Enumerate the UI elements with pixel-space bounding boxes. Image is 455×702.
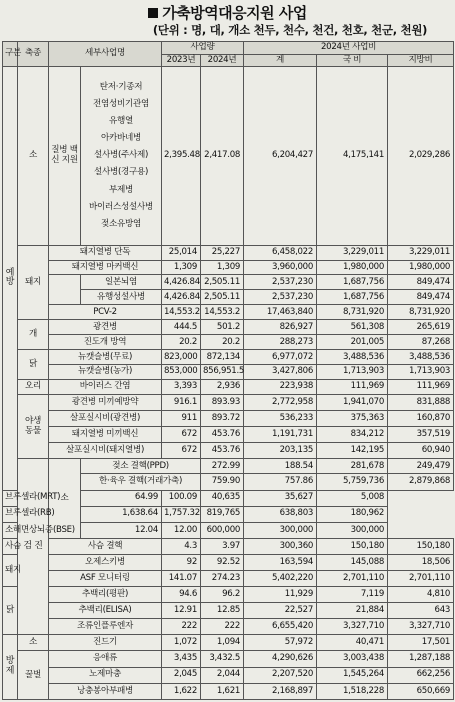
livestock-pig: 돼지 [3,554,18,586]
livestock-cow: 소 [49,459,81,538]
table-row: 소해면상뇌증(BSE) 12.04 12.00 600,000 300,000 300,000 [3,522,454,538]
table-row: PCV-2 14,553.2 14,553.2 17,463,840 8,731,920 8,731,920 [3,305,454,320]
table-row: 노제마충 2,045 2,044 2,207,520 1,545,264 662,256 [3,667,454,683]
table-row: 추백리(ELISA) 12.91 12.85 22,527 21,884 643 [3,603,454,619]
table-row: 돼지열병 미끼백신 672 453.76 1,191,731 834,212 357,519 [3,427,454,443]
table-row: 뉴캣슬병(농가) 853,000 856,951.5 3,427,806 1,713,903 1,713,903 [3,365,454,380]
vaccine-list: 탄저·기종저 전염성비기관염 유행열 아카바네병 설사병(주사제) 설사병(경구용) 부제병 바이러스성설사병 젖소유방염 [81,67,162,245]
header-chuk: 축종 [18,42,49,67]
section-inspection: 검 진 [18,459,49,635]
table-row: 닭 뉴캣슬병(무료) 823,000 872,134 6,977,072 3,488,536 3,488,536 [3,350,454,365]
livestock-chicken: 닭 [3,587,18,635]
table-row: 한·육우 결핵(거래가축) 759.90 757.86 5,759,736 2,879,868 [3,474,454,490]
livestock-bee: 꿀벌 [18,651,49,700]
header-gubun: 구분 [3,42,18,67]
table-row: 돼지 오제스키병 92 92.52 163,594 145,088 18,506 [3,554,454,570]
table-row: 사슴 사슴 결핵 4.3 3.97 300,360 150,180 150,180 [3,538,454,554]
livestock-duck: 오리 [18,380,49,395]
table-row: 살포실시비(광견병) 911 893.72 536,233 375,363 160,870 [3,411,454,427]
square-bullet-icon [148,8,158,18]
table-row: 돼지 돼지열병 단독 25,014 25,227 6,458,022 3,229,011 3,229,011 [3,245,454,260]
table-row: 오리 바이러스 간염 3,393 2,936 223,938 111,969 111,969 [3,380,454,395]
table-row: 낭충봉아부패병 1,622 1,621 2,168,897 1,518,228 650,669 [3,683,454,699]
livestock-pig: 돼지 [18,245,49,320]
header-2023: 2023년 [162,54,201,67]
section-control: 방 제 [3,635,18,700]
header-detail: 세부사업명 [49,42,162,67]
table-row: 브루셀라(RB) 1,638.64 1,757.32 819,765 638,803 180,962 [3,506,454,522]
header-national: 국 비 [317,54,388,67]
table-row: 닭 추백리(평판) 94.6 96.2 11,929 7,119 4,810 [3,587,454,603]
unit-note: (단위 : 명, 대, 개소 천두, 천수, 천건, 천호, 천군, 천원) [152,23,428,37]
table-row: 검 진 소 젖소 결핵(PPD) 272.99 188.54 281,678 249,479 [3,459,454,474]
table-row: 돼지열병 마커백신 1,309 1,309 3,960,000 1,980,000 1,980,000 [3,260,454,275]
budget-table [2,41,454,700]
table-row: 개 광견병 444.5 501.2 826,927 561,308 265,619 [3,320,454,335]
table-row: ASF 모니터링 141.07 274.23 5,402,220 2,701,110 2,701,110 [3,571,454,587]
table-row: 꿀벌 응애류 3,435 3,432.5 4,290,626 3,003,438 1,287,188 [3,651,454,667]
header-project: 사업량 [162,42,244,55]
livestock-dog: 개 [18,320,49,350]
table-row: 진도개 방역 20.2 20.2 288,273 201,005 87,268 [3,335,454,350]
document-title: 가축방역대응지원 사업 [0,2,455,23]
table-row: 일본뇌염 4,426.84 2,505.11 2,537,230 1,687,756 849,474 [3,275,454,290]
header-local: 지방비 [388,54,454,67]
table-row: 살포실시비(돼지열병) 672 453.76 203,135 142,195 60,940 [3,443,454,459]
livestock-cow: 소 [18,67,49,245]
table-row: 조류인플루엔자 222 222 6,655,420 3,327,710 3,327,710 [3,619,454,635]
table-row: 브루셀라(MRT) 64.99 100.09 40,635 35,627 5,008 [3,490,454,506]
sub-category: 질병 백신 지원 [49,67,81,245]
livestock-wild: 야생 동물 [18,395,49,459]
livestock-chicken: 닭 [18,350,49,380]
header-budget: 2024년 사업비 [244,42,454,55]
header-row [3,42,454,55]
livestock-cow: 소 [18,635,49,651]
section-prevention: 예 방 [3,67,18,490]
header-total: 계 [244,54,317,67]
header-2024: 2024년 [201,54,244,67]
table-row: 방 제 소 진드기 1,072 1,094 57,972 40,471 17,501 [3,635,454,651]
table-row: 야생 동물 광견병 미끼예방약 916.1 893.93 2,772,958 1,941,070 831,888 [3,395,454,411]
table-row: 유행성설사병 4,426.84 2,505.11 2,537,230 1,687,756 849,474 [3,290,454,305]
livestock-deer: 사슴 [3,538,18,554]
table-row: 예 방 소 질병 백신 지원 탄저·기종저 전염성비기관염 유행열 아카바네병 설사병(주사제) 설사병(경구용) 부제병 바이러스성설사병 젖소유방염 2,395.48 2,417.08 6,204,427 4,175,141 2,029,286 [3,67,454,245]
pig-sub-category [49,275,81,305]
